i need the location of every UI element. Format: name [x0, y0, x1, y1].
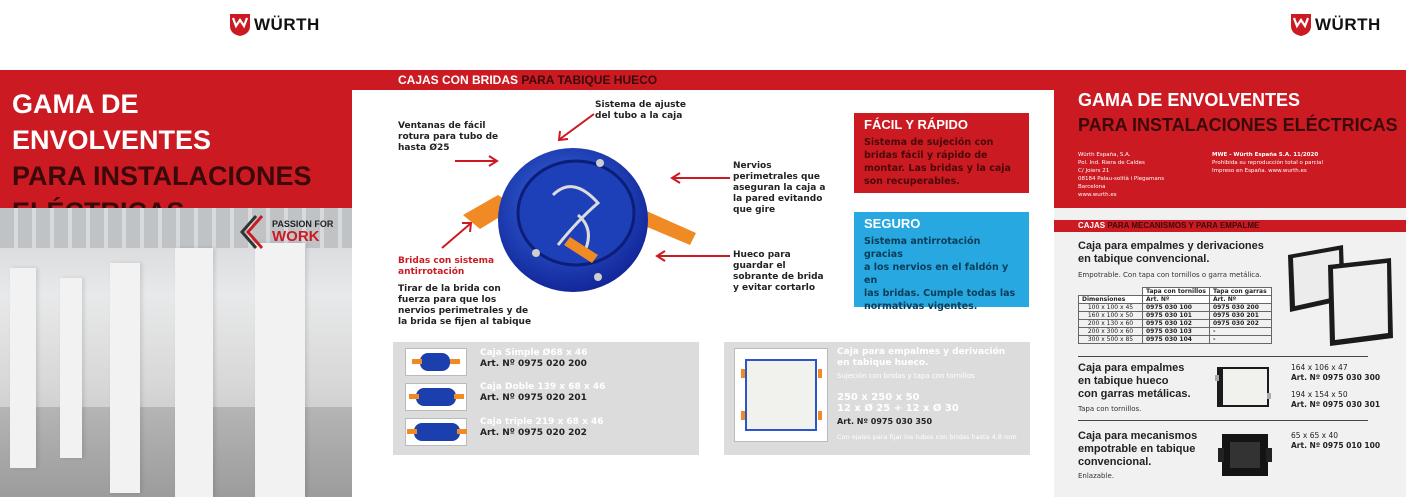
- callout-ajuste: Sistema de ajuste del tubo a la caja: [595, 100, 686, 121]
- passion-line2: WORK: [272, 228, 320, 245]
- table-head-group: Tapa con garras: [1209, 288, 1271, 296]
- product-b-dims: 250 x 250 x 50 12 x Ø 25 + 12 x Ø 30: [837, 392, 959, 414]
- right-section-title: CAJAS PARA MECANISMOS Y PARA EMPALME: [1078, 221, 1260, 230]
- wurth-logo-right: [1291, 14, 1381, 36]
- table-head-group: Tapa con tornillos: [1143, 288, 1210, 296]
- product-art: Art. Nº 0975 020 202: [480, 428, 587, 438]
- section-title-part1: CAJAS CON BRIDAS: [398, 73, 519, 87]
- product-b-art: Art. Nº 0975 030 350: [837, 417, 933, 426]
- construction-photo: [0, 208, 352, 497]
- callout-bridas-title: Bridas con sistema antirrotación: [398, 256, 495, 277]
- arrow-icon: [556, 112, 596, 142]
- passion-line1: PASSION FOR: [272, 219, 334, 229]
- p1-title: Caja para empalmes y derivaciones en tabique convencional.: [1078, 240, 1264, 265]
- table-row: 300 x 500 x 85 0975 030 104 -: [1079, 336, 1272, 344]
- callout-ventanas: Ventanas de fácil rotura para tubo de hasta Ø25: [398, 121, 499, 153]
- right-title-line2: PARA INSTALACIONES ELÉCTRICAS: [1078, 115, 1398, 135]
- center-section-title: [398, 73, 657, 87]
- company-address: Würth España, S.A. Pol. Ind. Riera de Caldes C/ Joiers 21 08184 Palau-solità i Plegamans Barcelona www.wurth.es: [1078, 152, 1165, 198]
- divider: [1078, 420, 1368, 421]
- product-thumb-simple: [405, 348, 467, 376]
- feature-facil-rapido: [854, 113, 1029, 193]
- imprint: MWE - Würth España S.A. 11/2020 Prohibida su reproducción total o parcial Impreso en España. www.wurth.es: [1212, 152, 1324, 174]
- hollow-wall-box-image: [1215, 363, 1271, 411]
- photo-column: [110, 263, 140, 493]
- dimensions-table: [1078, 287, 1272, 344]
- brand-name: WÜRTH: [254, 15, 320, 34]
- arrow-icon: [655, 250, 730, 262]
- table-row: 200 x 300 x 60 0975 030 103 -: [1079, 328, 1272, 336]
- section-title-part2: PARA TABIQUE HUECO: [518, 73, 658, 87]
- photo-column: [255, 243, 305, 497]
- feature-seguro: [854, 212, 1029, 312]
- product-b-note: Con ojales para fijar los tubos con bridas hasta 4,8 mm: [837, 433, 1017, 441]
- right-title: [1078, 88, 1398, 138]
- product-name: Caja triple 219 x 68 x 46: [480, 417, 604, 427]
- table-head: Art. Nº: [1209, 296, 1271, 304]
- callout-bridas-body: Tirar de la brida con fuerza para que los nervios perimetrales y de la brida se fijen al tabique: [398, 284, 532, 327]
- p1-sub: Empotrable. Con tapa con tornillos o garra metálica.: [1078, 271, 1262, 279]
- photo-column: [175, 248, 213, 497]
- p3-spec: 65 x 65 x 40 Art. Nº 0975 010 100: [1291, 431, 1381, 450]
- left-title-line1: GAMA DE ENVOLVENTES: [12, 89, 212, 155]
- junction-box-illustration: [458, 125, 708, 305]
- arrow-icon: [455, 155, 500, 167]
- product-art: Art. Nº 0975 020 201: [480, 393, 587, 403]
- p3-sub: Enlazable.: [1078, 472, 1114, 480]
- p2-spec: 194 x 154 x 50 Art. Nº 0975 030 301: [1291, 390, 1381, 409]
- p3-title: Caja para mecanismos empotrable en tabique convencional.: [1078, 430, 1198, 468]
- p2-sub: Tapa con tornillos.: [1078, 405, 1142, 413]
- feature-title: SEGURO: [864, 216, 921, 231]
- table-row: 200 x 130 x 60 0975 030 102 0975 030 202: [1079, 320, 1272, 328]
- product-thumb-triple: [405, 418, 467, 446]
- product-thumb-empalmes: [734, 348, 828, 442]
- callout-hueco: Hueco para guardar el sobrante de brida y evitar cortarlo: [733, 250, 824, 293]
- left-title-line2: PARA INSTALACIONES: [12, 161, 312, 191]
- product-name: Caja Doble 139 x 68 x 46: [480, 382, 606, 392]
- passion-for-work-logo: [238, 214, 333, 250]
- p2-spec: 164 x 106 x 47 Art. Nº 0975 030 300: [1291, 363, 1381, 382]
- table-head: Art. Nº: [1143, 296, 1210, 304]
- arrow-icon: [440, 220, 475, 250]
- chevron-logo-icon: [238, 214, 268, 250]
- product-art: Art. Nº 0975 020 200: [480, 359, 587, 369]
- product-thumb-doble: [405, 383, 467, 411]
- arrow-icon: [670, 172, 730, 184]
- wurth-logo: [230, 14, 320, 36]
- photo-column: [60, 278, 82, 458]
- product-b-sub: Sujeción con bridas y tapa con tornillos: [837, 372, 975, 380]
- product-b-name: Caja para empalmes y derivación en tabique hueco.: [837, 347, 1006, 368]
- table-head: Dimensiones: [1079, 296, 1143, 304]
- table-row: 100 x 100 x 45 0975 030 100 0975 030 200: [1079, 304, 1272, 312]
- table-row: 160 x 100 x 50 0975 030 101 0975 030 201: [1079, 312, 1272, 320]
- mechanism-box-image: [1218, 430, 1272, 480]
- right-title-line1: GAMA DE ENVOLVENTES: [1078, 90, 1301, 110]
- wurth-logo-icon: [1291, 14, 1311, 36]
- feature-title: FÁCIL Y RÁPIDO: [864, 117, 969, 132]
- p2-title: Caja para empalmes en tabique hueco con garras metálicas.: [1078, 362, 1191, 400]
- feature-body: Sistema antirrotación gracias a los nervios en el faldón y en las bridas. Cumple todas las normativas vigentes.: [864, 236, 1016, 312]
- product-name: Caja Simple Ø68 x 46: [480, 348, 588, 358]
- surface-boxes-image: [1283, 240, 1395, 350]
- callout-nervios: Nervios perimetrales que aseguran la caja a la pared evitando que gire: [733, 161, 826, 215]
- feature-body: Sistema de sujeción con bridas fácil y rápido de montar. Las bridas y la caja son recuperables.: [864, 137, 1011, 187]
- wurth-logo-icon: [230, 14, 250, 36]
- brand-name: WÜRTH: [1315, 15, 1381, 34]
- divider: [1078, 356, 1368, 357]
- photo-column: [10, 268, 36, 468]
